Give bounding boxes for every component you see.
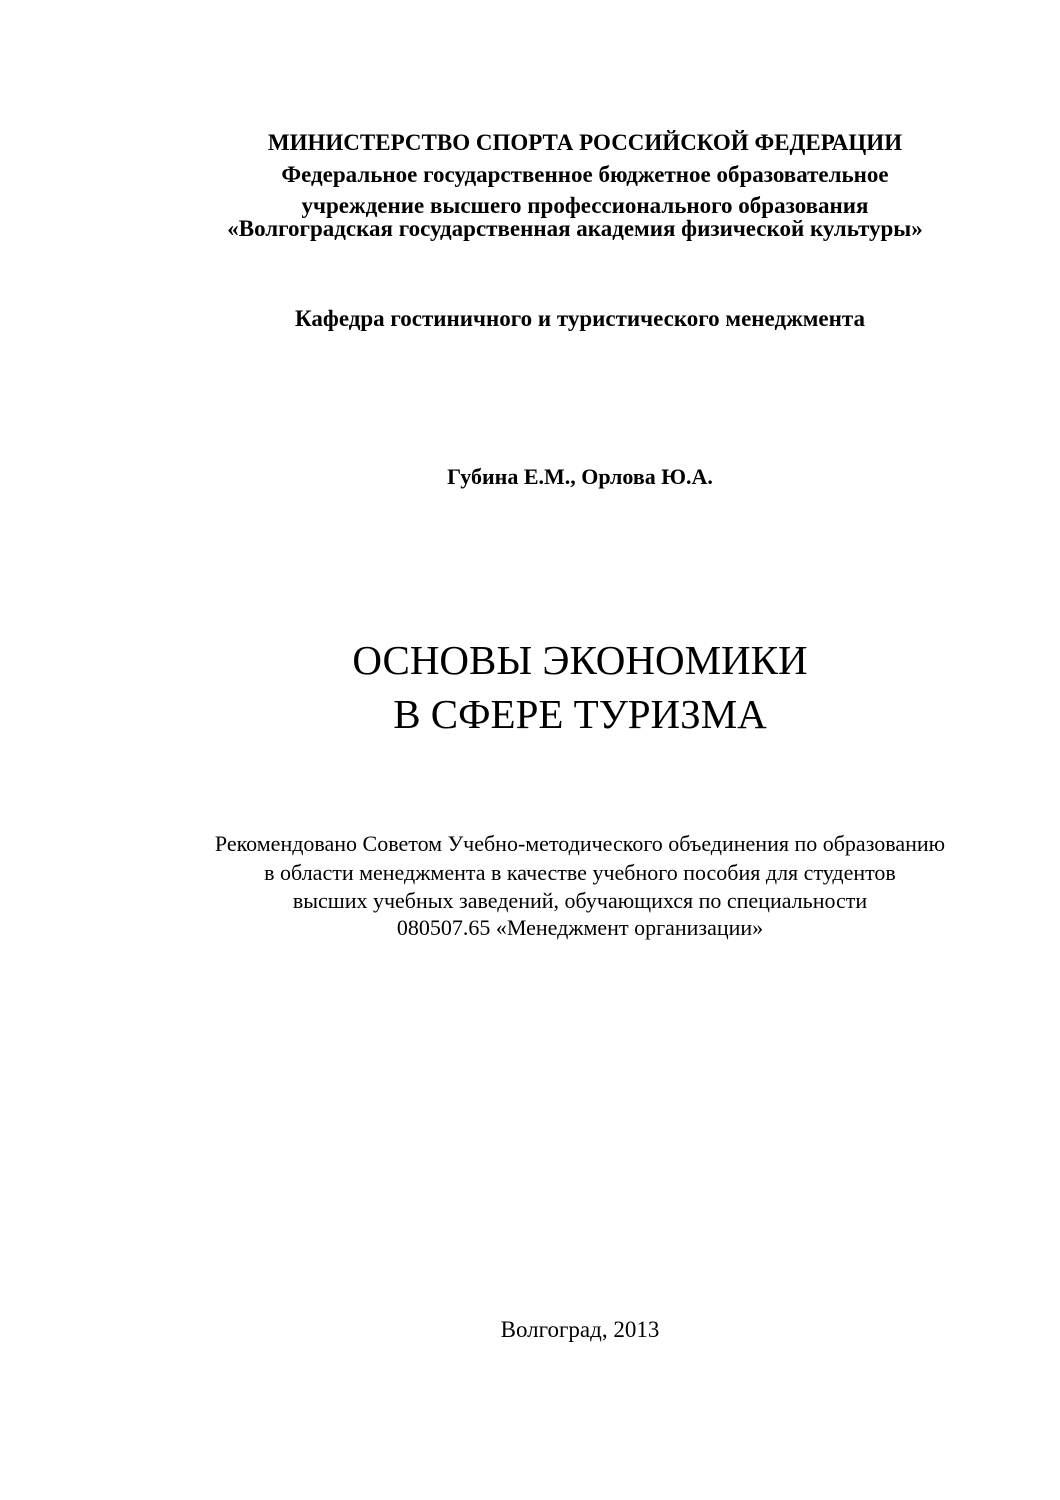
book-title-line-2: В СФЕРЕ ТУРИЗМА (393, 691, 767, 737)
recommendation-line-2: в области менеджмента в качестве учебного пособия для студентов (264, 860, 896, 885)
department-name: Кафедра гостиничного и туристического менеджмента (295, 306, 865, 331)
recommendation-line-4: 080507.65 «Менеджмент организации» (396, 915, 764, 940)
ministry-heading: МИНИСТЕРСТВО СПОРТА РОССИЙСКОЙ ФЕДЕРАЦИИ (267, 130, 903, 155)
imprint-city-year: Волгоград, 2013 (500, 1317, 660, 1342)
book-title-line-1: ОСНОВЫ ЭКОНОМИКИ (352, 637, 808, 683)
authors: Губина Е.М., Орлова Ю.А. (447, 464, 713, 489)
institution-line-2: учреждение высшего профессионального образования (301, 193, 869, 218)
institution-line-3: «Волгоградская государственная академия физической культуры» (227, 216, 923, 241)
institution-line-1: Федеральное государственное бюджетное образовательное (281, 162, 889, 187)
recommendation-line-3: высших учебных заведений, обучающихся по специальности (292, 888, 868, 913)
recommendation-line-1: Рекомендовано Советом Учебно-методического объединения по образованию (214, 831, 946, 856)
